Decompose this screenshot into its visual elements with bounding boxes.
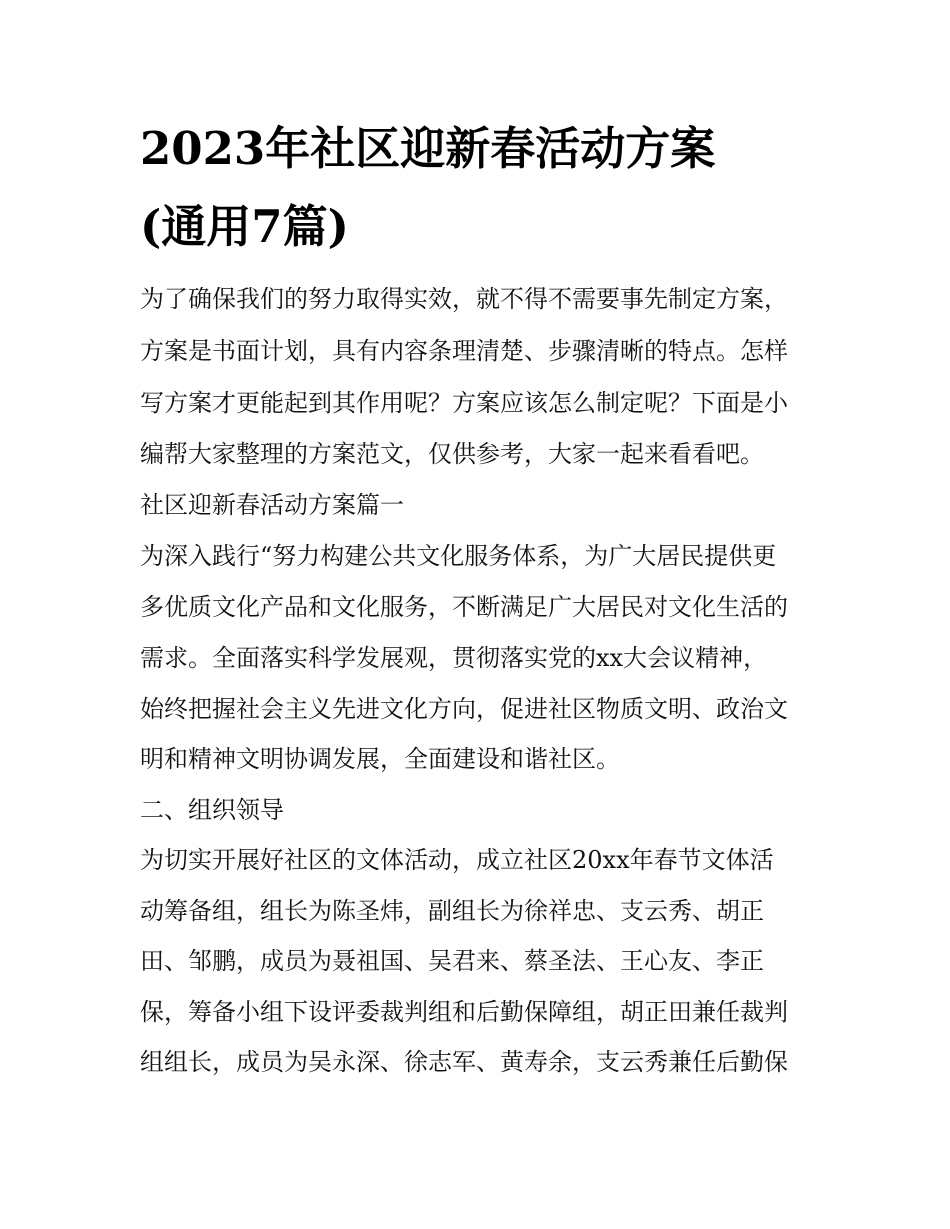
paragraph-line: 写方案才更能起到其作用呢？方案应该怎么制定呢？下面是小 (140, 389, 788, 417)
paragraph-line: 保，筹备小组下设评委裁判组和后勤保障组，胡正田兼任裁判 (140, 998, 788, 1026)
paragraph-line: 组组长，成员为吴永深、徐志军、黄寿余，支云秀兼任后勤保 (140, 1048, 788, 1076)
paragraph-line: 始终把握社会主义先进文化方向，促进社区物质文明、政治文 (140, 695, 788, 723)
paragraph-line: 动筹备组，组长为陈圣炜，副组长为徐祥忠、支云秀、胡正 (140, 897, 764, 925)
paragraph-line: 需求。全面落实科学发展观，贯彻落实党的xx大会议精神， (140, 644, 768, 672)
paragraph-line: 为深入践行“努力构建公共文化服务体系，为广大居民提供更 (140, 542, 777, 570)
document-title-line-1: 2023年社区迎新春活动方案 (140, 122, 716, 175)
paragraph-line: 为了确保我们的努力取得实效，就不得不需要事先制定方案， (140, 285, 788, 313)
document-title-line-2: (通用7篇) (140, 200, 349, 253)
section-heading: 二、组织领导 (140, 796, 284, 824)
paragraph-line: 编帮大家整理的方案范文，仅供参考，大家一起来看看吧。 (140, 440, 764, 468)
paragraph-line: 为切实开展好社区的文体活动，成立社区20xx年春节文体活 (140, 846, 774, 874)
paragraph-line: 田、邹鹏，成员为聂祖国、吴君来、蔡圣法、王心友、李正 (140, 947, 764, 975)
paragraph-line: 明和精神文明协调发展，全面建设和谐社区。 (140, 745, 620, 773)
paragraph-line: 多优质文化产品和文化服务，不断满足广大居民对文化生活的 (140, 593, 788, 621)
paragraph-line: 方案是书面计划，具有内容条理清楚、步骤清晰的特点。怎样 (140, 337, 788, 365)
section-heading: 社区迎新春活动方案篇一 (140, 491, 404, 519)
